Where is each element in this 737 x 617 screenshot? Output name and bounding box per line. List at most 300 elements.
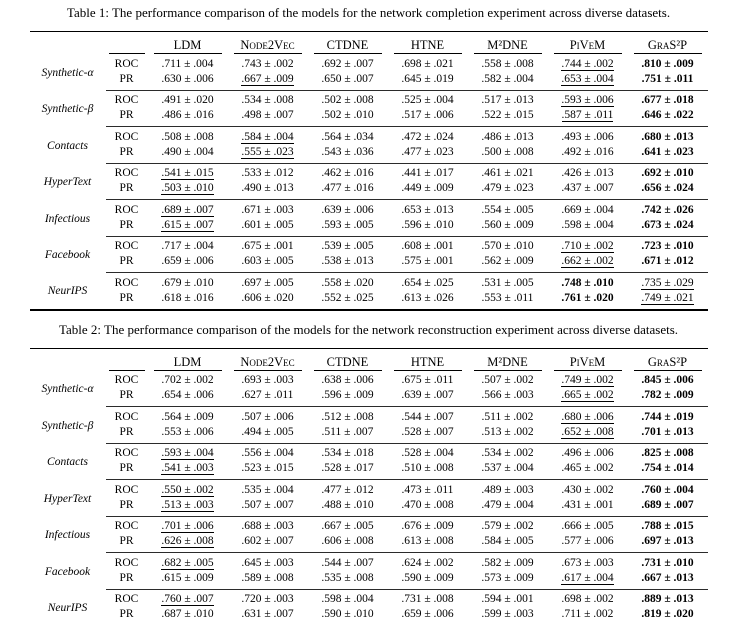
metric-value: .577 ± .006 bbox=[561, 535, 614, 547]
value-cell bbox=[228, 200, 308, 218]
value-cell bbox=[548, 273, 628, 291]
metric-label: ROC bbox=[106, 273, 148, 291]
model-name: M²DNE bbox=[474, 38, 542, 54]
metric-value: .598 ± .004 bbox=[321, 593, 374, 605]
value-cell bbox=[468, 498, 548, 517]
metric-value: .615 ± .007 bbox=[161, 218, 214, 231]
metric-value: .654 ± .025 bbox=[401, 276, 454, 289]
value-cell bbox=[548, 181, 628, 200]
metric-value: .677 ± .018 bbox=[641, 94, 694, 106]
metric-value: .430 ± .002 bbox=[561, 483, 614, 496]
model-name: Node2Vec bbox=[234, 38, 302, 54]
metric-value: .593 ± .006 bbox=[561, 94, 614, 106]
metric-value: .693 ± .003 bbox=[241, 374, 294, 386]
metric-value: .782 ± .009 bbox=[641, 389, 694, 401]
value-cell bbox=[308, 553, 388, 571]
value-cell bbox=[468, 461, 548, 480]
metric-value: .522 ± .015 bbox=[481, 109, 534, 121]
table-row bbox=[30, 516, 708, 534]
model-name: CTDNE bbox=[314, 38, 382, 54]
table-row bbox=[30, 461, 708, 480]
value-cell bbox=[548, 425, 628, 444]
value-cell bbox=[228, 607, 308, 617]
metric-value: .624 ± .002 bbox=[401, 556, 454, 569]
value-cell bbox=[308, 498, 388, 517]
metric-value: .698 ± .002 bbox=[561, 593, 614, 605]
value-cell bbox=[548, 607, 628, 617]
metric-value: .525 ± .004 bbox=[401, 94, 454, 106]
metric-value: .513 ± .003 bbox=[161, 498, 214, 511]
value-cell bbox=[148, 461, 228, 480]
metric-label: ROC bbox=[106, 236, 148, 254]
metric-value: .615 ± .009 bbox=[161, 571, 214, 584]
metric-label: PR bbox=[119, 145, 134, 158]
value-cell bbox=[468, 236, 548, 254]
value-cell bbox=[468, 443, 548, 461]
value-cell bbox=[468, 273, 548, 291]
value-cell bbox=[228, 480, 308, 498]
value-cell bbox=[388, 273, 468, 291]
metric-value: .645 ± .019 bbox=[401, 72, 454, 85]
value-cell bbox=[628, 218, 708, 237]
model-name: HTNE bbox=[394, 38, 462, 54]
metric-value: .596 ± .010 bbox=[401, 218, 454, 231]
metric-label: ROC bbox=[106, 90, 148, 108]
dataset-label: Facebook bbox=[44, 565, 91, 578]
value-cell bbox=[308, 371, 388, 389]
value-cell bbox=[148, 607, 228, 617]
value-cell bbox=[468, 534, 548, 553]
value-cell bbox=[148, 72, 228, 91]
metric-value: .490 ± .013 bbox=[241, 182, 294, 194]
dataset-column-header bbox=[30, 32, 106, 55]
metric-label: PR bbox=[119, 608, 134, 617]
value-cell bbox=[548, 407, 628, 425]
value-cell bbox=[148, 425, 228, 444]
value-cell bbox=[628, 443, 708, 461]
value-cell bbox=[548, 498, 628, 517]
metric-value: .479 ± .023 bbox=[481, 182, 534, 194]
metric-value: .533 ± .012 bbox=[241, 167, 294, 179]
value-cell bbox=[468, 571, 548, 590]
metric-value: .511 ± .002 bbox=[481, 410, 534, 423]
metric-value: .508 ± .008 bbox=[161, 130, 214, 143]
table-body bbox=[30, 54, 708, 310]
metric-value: .653 ± .004 bbox=[561, 72, 614, 85]
metric-value: .626 ± .008 bbox=[161, 535, 214, 547]
value-cell bbox=[388, 480, 468, 498]
value-cell bbox=[468, 200, 548, 218]
table-row bbox=[30, 254, 708, 273]
value-cell bbox=[148, 498, 228, 517]
value-cell bbox=[628, 72, 708, 91]
value-cell bbox=[388, 127, 468, 145]
metric-value: .599 ± .003 bbox=[481, 608, 534, 617]
column-header-node2vec bbox=[228, 32, 308, 55]
metric-value: .751 ± .011 bbox=[641, 72, 694, 85]
value-cell bbox=[228, 218, 308, 237]
value-cell bbox=[148, 516, 228, 534]
value-cell bbox=[628, 273, 708, 291]
metric-value: .673 ± .003 bbox=[561, 556, 614, 569]
value-cell bbox=[308, 145, 388, 164]
value-cell bbox=[468, 145, 548, 164]
metric-value: .507 ± .006 bbox=[241, 410, 294, 423]
value-cell bbox=[228, 145, 308, 164]
value-cell bbox=[468, 72, 548, 91]
value-cell bbox=[468, 553, 548, 571]
metric-value: .662 ± .002 bbox=[561, 255, 614, 267]
column-header-htne bbox=[388, 32, 468, 55]
value-cell bbox=[148, 90, 228, 108]
value-cell bbox=[628, 498, 708, 517]
value-cell bbox=[228, 516, 308, 534]
metric-value: .710 ± .002 bbox=[561, 240, 614, 252]
value-cell bbox=[548, 145, 628, 164]
metric-value: .564 ± .034 bbox=[321, 130, 374, 143]
metric-value: .552 ± .025 bbox=[321, 291, 374, 304]
value-cell bbox=[628, 254, 708, 273]
metric-value: .667 ± .005 bbox=[321, 520, 374, 532]
header-row bbox=[30, 32, 708, 55]
column-header-grasp bbox=[628, 348, 708, 371]
metric-value: .641 ± .023 bbox=[641, 145, 694, 158]
value-cell bbox=[308, 407, 388, 425]
value-cell bbox=[628, 607, 708, 617]
metric-value: .645 ± .003 bbox=[241, 556, 294, 569]
metric-value: .720 ± .003 bbox=[241, 593, 294, 605]
value-cell bbox=[228, 181, 308, 200]
metric-value: .493 ± .006 bbox=[561, 130, 614, 143]
metric-value: .697 ± .013 bbox=[641, 535, 694, 547]
value-cell bbox=[468, 425, 548, 444]
value-cell bbox=[308, 571, 388, 590]
table-row bbox=[30, 571, 708, 590]
model-name: Node2Vec bbox=[234, 355, 302, 371]
table-row bbox=[30, 480, 708, 498]
table-row bbox=[30, 371, 708, 389]
value-cell bbox=[468, 54, 548, 72]
metric-value: .749 ± .002 bbox=[561, 374, 614, 386]
metric-label: PR bbox=[119, 571, 134, 584]
value-cell bbox=[628, 534, 708, 553]
metric-value: .562 ± .009 bbox=[481, 255, 534, 267]
metric-value: .606 ± .008 bbox=[321, 535, 374, 547]
column-header-pivem bbox=[548, 348, 628, 371]
dataset-label: Contacts bbox=[47, 139, 88, 152]
value-cell bbox=[548, 571, 628, 590]
value-cell bbox=[388, 291, 468, 310]
metric-value: .584 ± .004 bbox=[241, 130, 294, 143]
metric-label: PR bbox=[119, 291, 134, 304]
metric-value: .517 ± .006 bbox=[401, 109, 454, 121]
value-cell bbox=[548, 589, 628, 607]
value-cell bbox=[388, 90, 468, 108]
metric-value: .688 ± .003 bbox=[241, 520, 294, 532]
value-cell bbox=[228, 534, 308, 553]
value-cell bbox=[628, 291, 708, 310]
metric-value: .603 ± .005 bbox=[241, 255, 294, 267]
metric-value: .659 ± .006 bbox=[401, 608, 454, 617]
value-cell bbox=[388, 54, 468, 72]
metric-value: .760 ± .007 bbox=[161, 593, 214, 605]
metric-value: .590 ± .010 bbox=[321, 608, 374, 617]
value-cell bbox=[388, 163, 468, 181]
value-cell bbox=[308, 534, 388, 553]
metric-value: .528 ± .004 bbox=[401, 447, 454, 459]
value-cell bbox=[388, 571, 468, 590]
value-cell bbox=[388, 254, 468, 273]
metric-value: .492 ± .016 bbox=[561, 145, 614, 158]
value-cell bbox=[388, 388, 468, 407]
value-cell bbox=[308, 72, 388, 91]
table-row bbox=[30, 607, 708, 617]
value-cell bbox=[148, 236, 228, 254]
value-cell bbox=[148, 571, 228, 590]
metric-value: .760 ± .004 bbox=[641, 483, 694, 496]
metric-value: .479 ± .004 bbox=[481, 498, 534, 511]
metric-value: .675 ± .011 bbox=[401, 374, 454, 386]
metric-value: .618 ± .016 bbox=[161, 291, 214, 304]
value-cell bbox=[308, 236, 388, 254]
metric-value: .553 ± .011 bbox=[481, 291, 534, 304]
metric-label: ROC bbox=[106, 407, 148, 425]
metric-value: .825 ± .008 bbox=[641, 447, 694, 459]
value-cell bbox=[308, 218, 388, 237]
model-name: PiVeM bbox=[554, 38, 622, 54]
metric-value: .788 ± .015 bbox=[641, 520, 694, 532]
metric-label: PR bbox=[119, 182, 134, 194]
metric-value: .510 ± .008 bbox=[401, 462, 454, 474]
metric-value: .502 ± .008 bbox=[321, 94, 374, 106]
value-cell bbox=[388, 72, 468, 91]
metric-label: ROC bbox=[114, 57, 139, 70]
metric-label: ROC bbox=[106, 127, 148, 145]
metric-value: .665 ± .002 bbox=[561, 389, 614, 401]
value-cell bbox=[548, 72, 628, 91]
performance-table-completion bbox=[30, 31, 708, 311]
metric-value: .539 ± .005 bbox=[321, 240, 374, 252]
value-cell bbox=[228, 273, 308, 291]
metric-value: .534 ± .018 bbox=[321, 447, 374, 459]
metric-value: .697 ± .005 bbox=[241, 276, 294, 289]
value-cell bbox=[228, 236, 308, 254]
metric-label: ROC bbox=[106, 553, 148, 571]
value-cell bbox=[148, 553, 228, 571]
value-cell bbox=[388, 200, 468, 218]
metric-value: .594 ± .001 bbox=[481, 593, 534, 605]
value-cell bbox=[628, 127, 708, 145]
column-header-ldm bbox=[148, 32, 228, 55]
metric-value: .465 ± .002 bbox=[561, 462, 614, 474]
model-name: GraS²P bbox=[634, 355, 702, 371]
metric-value: .631 ± .007 bbox=[241, 608, 294, 617]
value-cell bbox=[628, 388, 708, 407]
value-cell bbox=[548, 90, 628, 108]
value-cell bbox=[308, 108, 388, 127]
metric-value: .593 ± .005 bbox=[321, 218, 374, 231]
metric-value: .735 ± .029 bbox=[641, 276, 694, 289]
value-cell bbox=[228, 498, 308, 517]
value-cell bbox=[548, 54, 628, 72]
metric-value: .531 ± .005 bbox=[481, 276, 534, 289]
dataset-label: Synthetic-α bbox=[41, 66, 94, 79]
value-cell bbox=[308, 273, 388, 291]
metric-value: .554 ± .005 bbox=[481, 203, 534, 216]
metric-value: .810 ± .009 bbox=[641, 57, 694, 70]
metric-value: .489 ± .003 bbox=[481, 483, 534, 496]
value-cell bbox=[148, 534, 228, 553]
metric-value: .573 ± .009 bbox=[481, 571, 534, 584]
model-name: PiVeM bbox=[554, 355, 622, 371]
metric-label: ROC bbox=[106, 200, 148, 218]
value-cell bbox=[308, 443, 388, 461]
value-cell bbox=[548, 534, 628, 553]
value-cell bbox=[148, 218, 228, 237]
metric-value: .845 ± .006 bbox=[641, 374, 694, 386]
value-cell bbox=[628, 553, 708, 571]
metric-value: .711 ± .002 bbox=[562, 608, 614, 617]
metric-value: .589 ± .008 bbox=[241, 571, 294, 584]
metric-label: ROC bbox=[106, 516, 148, 534]
dataset-column-header bbox=[30, 348, 106, 371]
metric-value: .744 ± .002 bbox=[561, 57, 614, 70]
metric-value: .488 ± .010 bbox=[321, 498, 374, 511]
metric-value: .711 ± .004 bbox=[161, 57, 214, 70]
value-cell bbox=[548, 127, 628, 145]
value-cell bbox=[308, 54, 388, 72]
metric-value: .490 ± .004 bbox=[161, 145, 214, 158]
metric-label: ROC bbox=[106, 163, 148, 181]
metric-value: .431 ± .001 bbox=[561, 498, 614, 511]
table-row bbox=[30, 200, 708, 218]
table-row bbox=[30, 291, 708, 310]
model-name: GraS²P bbox=[634, 38, 702, 54]
value-cell bbox=[468, 388, 548, 407]
metric-label: PR bbox=[119, 255, 134, 267]
metric-value: .534 ± .002 bbox=[481, 447, 534, 459]
metric-value: .486 ± .016 bbox=[161, 109, 214, 121]
metric-value: .587 ± .011 bbox=[561, 109, 614, 121]
metric-value: .556 ± .004 bbox=[241, 447, 294, 459]
table-header bbox=[30, 32, 708, 55]
table-row bbox=[30, 72, 708, 91]
metric-value: .889 ± .013 bbox=[641, 593, 694, 605]
metric-value: .502 ± .010 bbox=[321, 109, 374, 121]
value-cell bbox=[548, 108, 628, 127]
value-cell bbox=[148, 254, 228, 273]
table-row bbox=[30, 388, 708, 407]
metric-value: .535 ± .004 bbox=[241, 483, 294, 496]
metric-value: .558 ± .020 bbox=[321, 276, 374, 289]
value-cell bbox=[308, 607, 388, 617]
metric-value: .731 ± .008 bbox=[401, 593, 454, 605]
metric-value: .717 ± .004 bbox=[161, 240, 214, 252]
metric-value: .528 ± .007 bbox=[401, 425, 454, 438]
value-cell bbox=[548, 200, 628, 218]
dataset-label: Facebook bbox=[44, 249, 91, 261]
table-row bbox=[30, 218, 708, 237]
table2-caption: Table 2: The performance comparison of the models for the network reconstruction experiment across diverse datasets. bbox=[58, 321, 679, 337]
metric-value: .613 ± .008 bbox=[401, 535, 454, 547]
value-cell bbox=[228, 388, 308, 407]
value-cell bbox=[148, 589, 228, 607]
metric-value: .701 ± .006 bbox=[161, 520, 214, 532]
value-cell bbox=[548, 163, 628, 181]
value-cell bbox=[308, 127, 388, 145]
value-cell bbox=[388, 425, 468, 444]
metric-label: ROC bbox=[106, 443, 148, 461]
value-cell bbox=[228, 443, 308, 461]
value-cell bbox=[388, 534, 468, 553]
value-cell bbox=[388, 516, 468, 534]
metric-value: .675 ± .001 bbox=[241, 240, 294, 252]
metric-value: .579 ± .002 bbox=[481, 520, 534, 532]
value-cell bbox=[148, 388, 228, 407]
metric-value: .473 ± .011 bbox=[401, 483, 454, 496]
metric-value: .650 ± .007 bbox=[321, 72, 374, 85]
value-cell bbox=[628, 571, 708, 590]
metric-value: .654 ± .006 bbox=[161, 389, 214, 401]
metric-value: .538 ± .013 bbox=[321, 255, 374, 267]
metric-label: PR bbox=[119, 72, 134, 85]
metric-value: .472 ± .024 bbox=[401, 130, 454, 143]
metric-value: .590 ± .009 bbox=[401, 571, 454, 584]
value-cell bbox=[148, 145, 228, 164]
metric-value: .534 ± .008 bbox=[241, 94, 294, 106]
metric-value: .689 ± .007 bbox=[641, 498, 694, 511]
column-header-mdne bbox=[468, 32, 548, 55]
column-header-pivem bbox=[548, 32, 628, 55]
value-cell bbox=[628, 200, 708, 218]
metric-value: .500 ± .008 bbox=[481, 145, 534, 158]
metric-value: .523 ± .015 bbox=[241, 462, 294, 474]
metric-label: PR bbox=[119, 462, 134, 474]
model-name: LDM bbox=[154, 38, 222, 54]
metric-value: .671 ± .012 bbox=[641, 255, 694, 267]
metric-value: .543 ± .036 bbox=[321, 145, 374, 158]
table-row bbox=[30, 54, 708, 72]
metric-value: .646 ± .022 bbox=[641, 109, 694, 121]
metric-value: .437 ± .007 bbox=[561, 182, 614, 194]
metric-value: .477 ± .023 bbox=[401, 145, 454, 158]
value-cell bbox=[548, 443, 628, 461]
metric-value: .517 ± .013 bbox=[481, 94, 534, 106]
metric-value: .507 ± .007 bbox=[241, 498, 294, 511]
metric-value: .426 ± .013 bbox=[561, 167, 614, 179]
value-cell bbox=[468, 607, 548, 617]
metric-value: .608 ± .001 bbox=[401, 240, 454, 252]
value-cell bbox=[308, 480, 388, 498]
model-name: HTNE bbox=[394, 355, 462, 371]
metric-value: .692 ± .007 bbox=[321, 57, 374, 70]
metric-label: PR bbox=[119, 218, 134, 231]
metric-value: .564 ± .009 bbox=[161, 410, 214, 423]
value-cell bbox=[308, 425, 388, 444]
value-cell bbox=[468, 181, 548, 200]
value-cell bbox=[148, 443, 228, 461]
value-cell bbox=[628, 425, 708, 444]
metric-value: .503 ± .010 bbox=[161, 182, 214, 194]
table-row bbox=[30, 273, 708, 291]
metric-value: .680 ± .013 bbox=[641, 130, 694, 143]
metric-value: .742 ± .026 bbox=[641, 203, 694, 216]
dataset-label: HyperText bbox=[43, 492, 92, 505]
metric-column-rule bbox=[109, 38, 145, 54]
metric-value: .537 ± .004 bbox=[481, 462, 534, 474]
value-cell bbox=[228, 127, 308, 145]
metric-value: .744 ± .019 bbox=[641, 410, 694, 423]
